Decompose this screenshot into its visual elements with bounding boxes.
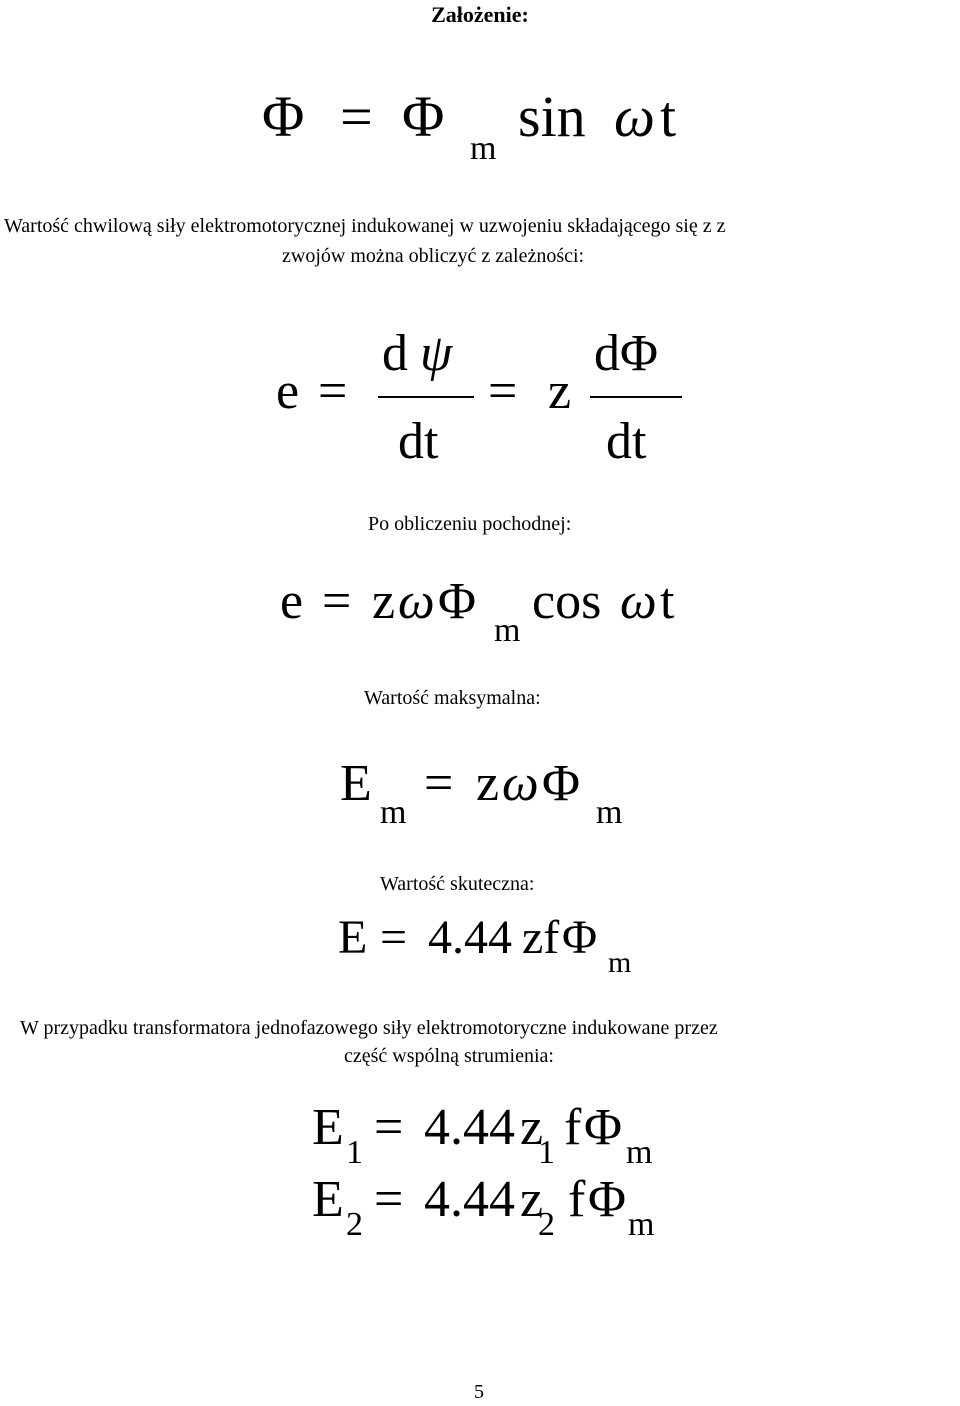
eq2-z: z (548, 363, 572, 420)
eq5-sub-m: m (608, 946, 632, 979)
equation-max-emf (0, 752, 960, 832)
eq7-sub-2: 2 (346, 1206, 363, 1243)
eq2-equals-2: = (488, 363, 518, 420)
eq3-sub-m: m (494, 612, 521, 649)
eq1-sub-m: m (470, 130, 497, 167)
paragraph-intro-line1: Wartość chwilową siły elektromotorycznej indukowanej w uzwojeniu składającego się z z (4, 215, 726, 237)
eq7-phi: Φ (588, 1171, 627, 1228)
eq3-cos: cos (532, 573, 602, 630)
paragraph-transformer-line1: W przypadku transformatora jednofazowego siły elektromotoryczne indukowane przez (20, 1017, 718, 1039)
eq7-z-sub: 2 (538, 1206, 555, 1243)
eq5-zf: zf (522, 911, 560, 964)
equation-flux (0, 80, 960, 170)
eq1-sin: sin (518, 84, 586, 149)
eq2-fraction-bar-2 (590, 396, 682, 398)
eq3-omega: ω (398, 573, 435, 630)
equation-e2 (0, 1170, 960, 1250)
equation-effective-emf (0, 912, 960, 982)
eq2-equals-1: = (318, 363, 348, 420)
eq1-lhs: Φ (262, 84, 305, 149)
eq6-E: E (312, 1099, 344, 1156)
label-max-value: Wartość maksymalna: (364, 687, 541, 709)
eq6-equals: = (374, 1099, 404, 1156)
eq2-fraction-bar-1 (378, 396, 474, 398)
equation-emf-cos (0, 570, 960, 650)
eq6-phi: Φ (584, 1099, 623, 1156)
eq3-phi: Φ (438, 573, 477, 630)
paragraph-transformer-line2: część wspólną strumienia: (344, 1045, 554, 1067)
eq5-equals: = (380, 911, 408, 964)
eq4-z: z (476, 755, 500, 812)
eq3-e: e (280, 573, 304, 630)
eq5-coefficient: 4.44 (428, 911, 512, 964)
eq4-omega: ω (502, 755, 539, 812)
eq1-equals: = (340, 84, 373, 149)
equation-e1 (0, 1098, 960, 1178)
label-derivative: Po obliczeniu pochodnej: (368, 513, 572, 535)
eq1-t: t (660, 84, 677, 149)
heading: Założenie: (431, 2, 529, 27)
eq7-sub-m: m (628, 1206, 655, 1243)
eq1-omega: ω (614, 84, 655, 149)
eq7-f: f (568, 1171, 586, 1228)
eq2-den-1: dt (398, 413, 439, 470)
eq2-num-2: dΦ (594, 325, 659, 382)
eq6-f: f (564, 1099, 582, 1156)
eq2-den-2: dt (606, 413, 647, 470)
eq5-E: E (338, 911, 368, 964)
eq7-E: E (312, 1171, 344, 1228)
eq2-num-d: d (382, 325, 408, 382)
eq2-e: e (276, 363, 300, 420)
eq2-num-psi: ψ (420, 325, 453, 382)
eq7-z: z (520, 1171, 544, 1228)
eq4-sub-m: m (380, 794, 407, 831)
eq4-E: E (340, 755, 372, 812)
eq4-phi: Φ (542, 755, 581, 812)
eq6-sub-1: 1 (346, 1134, 363, 1171)
eq1-phi: Φ (402, 84, 445, 149)
equation-emf-derivative (0, 318, 960, 478)
eq3-omega-2: ω (620, 573, 657, 630)
eq6-coefficient: 4.44 (424, 1099, 515, 1156)
page-number: 5 (474, 1381, 484, 1403)
eq6-z-sub: 1 (538, 1134, 555, 1171)
eq5-phi: Φ (562, 911, 598, 964)
eq7-equals: = (374, 1171, 404, 1228)
eq3-z: z (372, 573, 396, 630)
eq6-sub-m: m (626, 1134, 653, 1171)
eq6-z: z (520, 1099, 544, 1156)
eq4-equals: = (424, 755, 454, 812)
label-effective-value: Wartość skuteczna: (380, 873, 535, 895)
paragraph-intro-line2: zwojów można obliczyć z zależności: (282, 245, 585, 267)
eq3-equals: = (322, 573, 352, 630)
eq3-t: t (660, 573, 675, 630)
eq4-sub-m-2: m (596, 794, 623, 831)
eq7-coefficient: 4.44 (424, 1171, 515, 1228)
